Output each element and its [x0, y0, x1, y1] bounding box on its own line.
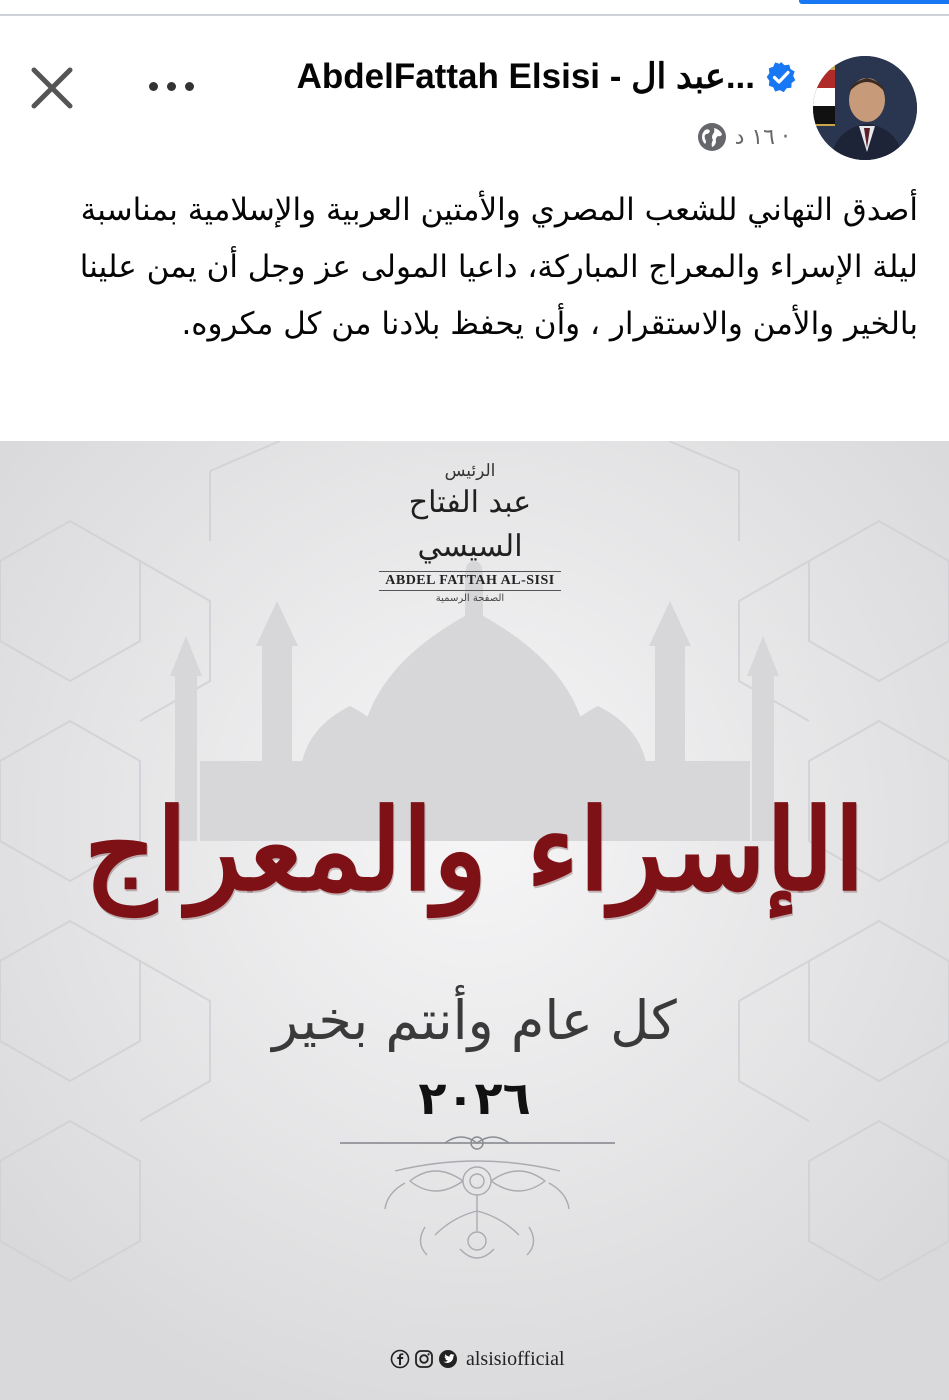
logo-subtitle: الصفحة الرسمية — [435, 593, 505, 604]
more-options-button[interactable] — [136, 66, 206, 106]
avatar-image — [813, 56, 917, 160]
more-options-icon — [149, 82, 158, 91]
instagram-icon — [414, 1349, 434, 1369]
floral-ornament — [335, 1131, 620, 1271]
post-image[interactable] — [0, 441, 949, 1400]
official-logo — [360, 461, 580, 604]
close-button[interactable] — [22, 58, 82, 118]
globe-icon[interactable] — [697, 122, 727, 152]
social-handle-row — [390, 1345, 565, 1373]
post-text: أصدق التهاني للشعب المصري والأمتين العربية والإسلامية بمناسبة ليلة الإسراء والمعراج المباركة، داعيا المولى عز وجل أن يمن علينا بالخير والأمن والاستقرار ، وأن يحفظ بلادنا من كل مكروه. — [79, 192, 918, 342]
logo-title: الرئيس — [444, 461, 496, 481]
verified-badge-icon — [765, 61, 797, 93]
page-name-link[interactable]: AbdelFattah Elsisi - عبد ال... — [296, 57, 755, 96]
post-timestamp[interactable]: ١٦ د · — [734, 124, 789, 150]
post-header — [0, 16, 949, 166]
logo-latin-name: ABDEL FATTAH AL-SISI — [379, 571, 561, 591]
social-handle: alsisiofficial — [466, 1347, 565, 1370]
logo-name: عبد الفتاح السيسي — [408, 485, 532, 564]
post-meta-row — [697, 121, 789, 153]
page-avatar[interactable] — [813, 56, 917, 160]
greeting-title: الإسراء والمعراج — [83, 785, 866, 916]
tab-indicator — [799, 0, 949, 4]
greeting-subtitle: كل عام وأنتم بخير — [272, 989, 677, 1052]
twitter-icon — [438, 1349, 458, 1369]
close-icon — [29, 65, 75, 111]
top-strip — [0, 0, 949, 16]
greeting-year: ٢٠٢٦ — [418, 1071, 531, 1125]
facebook-icon — [390, 1349, 410, 1369]
page-name-row — [297, 54, 797, 100]
